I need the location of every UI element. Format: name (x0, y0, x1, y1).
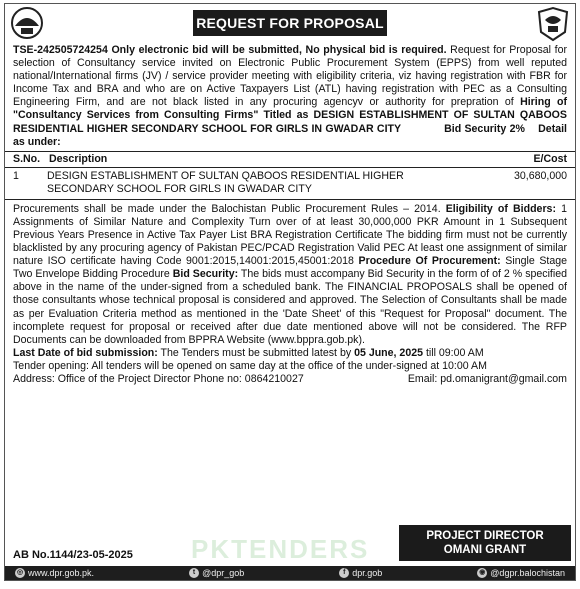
cost-table (5, 151, 575, 200)
header-description: Description (49, 153, 108, 166)
last-date-line: Last Date of bid submission: The Tenders must be submitted latest by 05 June, 2025 till 09:00 AM (13, 346, 484, 359)
advertisement-page (4, 3, 576, 581)
procurement-paragraph: Procurements shall be made under the Balochistan Public Procurement Rules – 2014. Eligibility of Bidders: 1 Assignments of Similar Nature and Complexity Turn over of at least 30,000,000 PKR Amount in 1 Subsequent Previous Years Presence in Active Tax Payer List BRA Registration Certificate The bidding firm must not be currently blacklisted by any procuring agency of Pakistan PEC/PCAD Registration Valid PEC At least one assignment of similar nature ISO certificate having Code 9001:2015,14001:2015,45001:2018 Procedure Of Procurement: Single Stage Two Envelope Bidding Procedure Bid Security: The bids must accompany Bid Security in the form of of 2 % specified above in the name of the under-signed from a scheduled bank. The FINANCIAL PROPOSALS shall be opened of those consultants whose technical proposal is considered and approved. The Selection of Consultants shall be made as per Evaluation Criteria method as mentioned in the 'Date Sheet' of this "Request for Proposal" document. The incomplete request for proposal or received after due date mentioned above will not be considered. The RFP Documents can be downloaded from BPPRA Website (www.bppra.gob.pk). (13, 202, 568, 346)
email-text: Email: pd.omanigrant@gmail.com (407, 372, 567, 385)
footer-facebook: f dpr.gob (339, 568, 382, 578)
watermark: PKTENDERS (191, 534, 370, 564)
instagram-icon: ◉ (479, 569, 486, 576)
hiring-title: Hiring of "Consultancy Services from Consulting Firms" Titled as DESIGN ESTABLISHMENT OF SULTAN QABOOS RESIDENTIAL HIGHER SECONDARY SCHOOL FOR GIRLS IN GWADAR CITY (13, 96, 567, 135)
signature-box (399, 525, 571, 561)
footer-website: ◎ www.dpr.gob.pk. (16, 568, 95, 578)
row-cost: 30,680,000 (513, 169, 567, 182)
procurement-section (5, 203, 575, 386)
address-line: Address: Office of the Project Director Phone no: 0864210027 Email: pd.omanigrant@gmail.com (13, 372, 567, 385)
globe-icon: ◎ (16, 569, 24, 576)
intro-section (5, 44, 575, 149)
detail-label: Detail as under: (13, 122, 568, 148)
footer-twitter: t @dpr_gob (189, 568, 244, 578)
header (5, 4, 575, 44)
table-row (5, 168, 575, 199)
twitter-icon: t (189, 568, 199, 578)
government-emblem-icon (7, 6, 47, 42)
table-header (5, 152, 575, 168)
bid-security: Bid Security 2% (444, 122, 525, 135)
row-sno: 1 (13, 169, 19, 182)
tender-opening-line: Tender opening: All tenders will be opened on same day at the office of the under-signed at 10:00 AM (13, 359, 487, 372)
row-description: DESIGN ESTABLISHMENT OF SULTAN QABOOS RESIDENTIAL HIGHER SECONDARY SCHOOL FOR GIRLS IN GWADAR CITY (47, 169, 404, 195)
balochistan-emblem-icon (533, 6, 573, 42)
tse-number: TSE-242505724254 Only electronic bid will be submitted, No physical bid is required. (13, 44, 447, 56)
ab-number: AB No.1144/23-05-2025 (13, 549, 133, 561)
signature-title: PROJECT DIRECTOR (426, 530, 544, 542)
header-sno: S.No. (13, 153, 41, 166)
intro-paragraph: TSE-242505724254 Only electronic bid will be submitted, No physical bid is required. Request for Proposal for selection of Consultancy service invited on Electronic Public Procurement System (EPPS) from well reputed national/International firms (JV) / service provider meeting with eligibility criteria, viz having registration with FBR for Income Tax and BRA and who are on Active Taxpayers List (ATL) having registration with PEC as a Consulting Engineering Firm, and are not black listed in any procuring agencyv or authority for prepration of Hiring of "Consultancy Services from Consulting Firms" Titled as DESIGN ESTABLISHMENT OF SULTAN QABOOS RESIDENTIAL HIGHER SECONDARY SCHOOL FOR GIRLS IN GWADAR CITY Bid Security 2% Detail as under: (13, 44, 568, 148)
facebook-icon: f (339, 568, 349, 578)
footer-instagram: ◉ @dgpr.balochistan (479, 568, 565, 578)
header-cost: E/Cost (533, 153, 567, 166)
footer-bar (5, 566, 575, 580)
page-title: REQUEST FOR PROPOSAL (193, 10, 387, 36)
signature-org: OMANI GRANT (443, 544, 527, 556)
